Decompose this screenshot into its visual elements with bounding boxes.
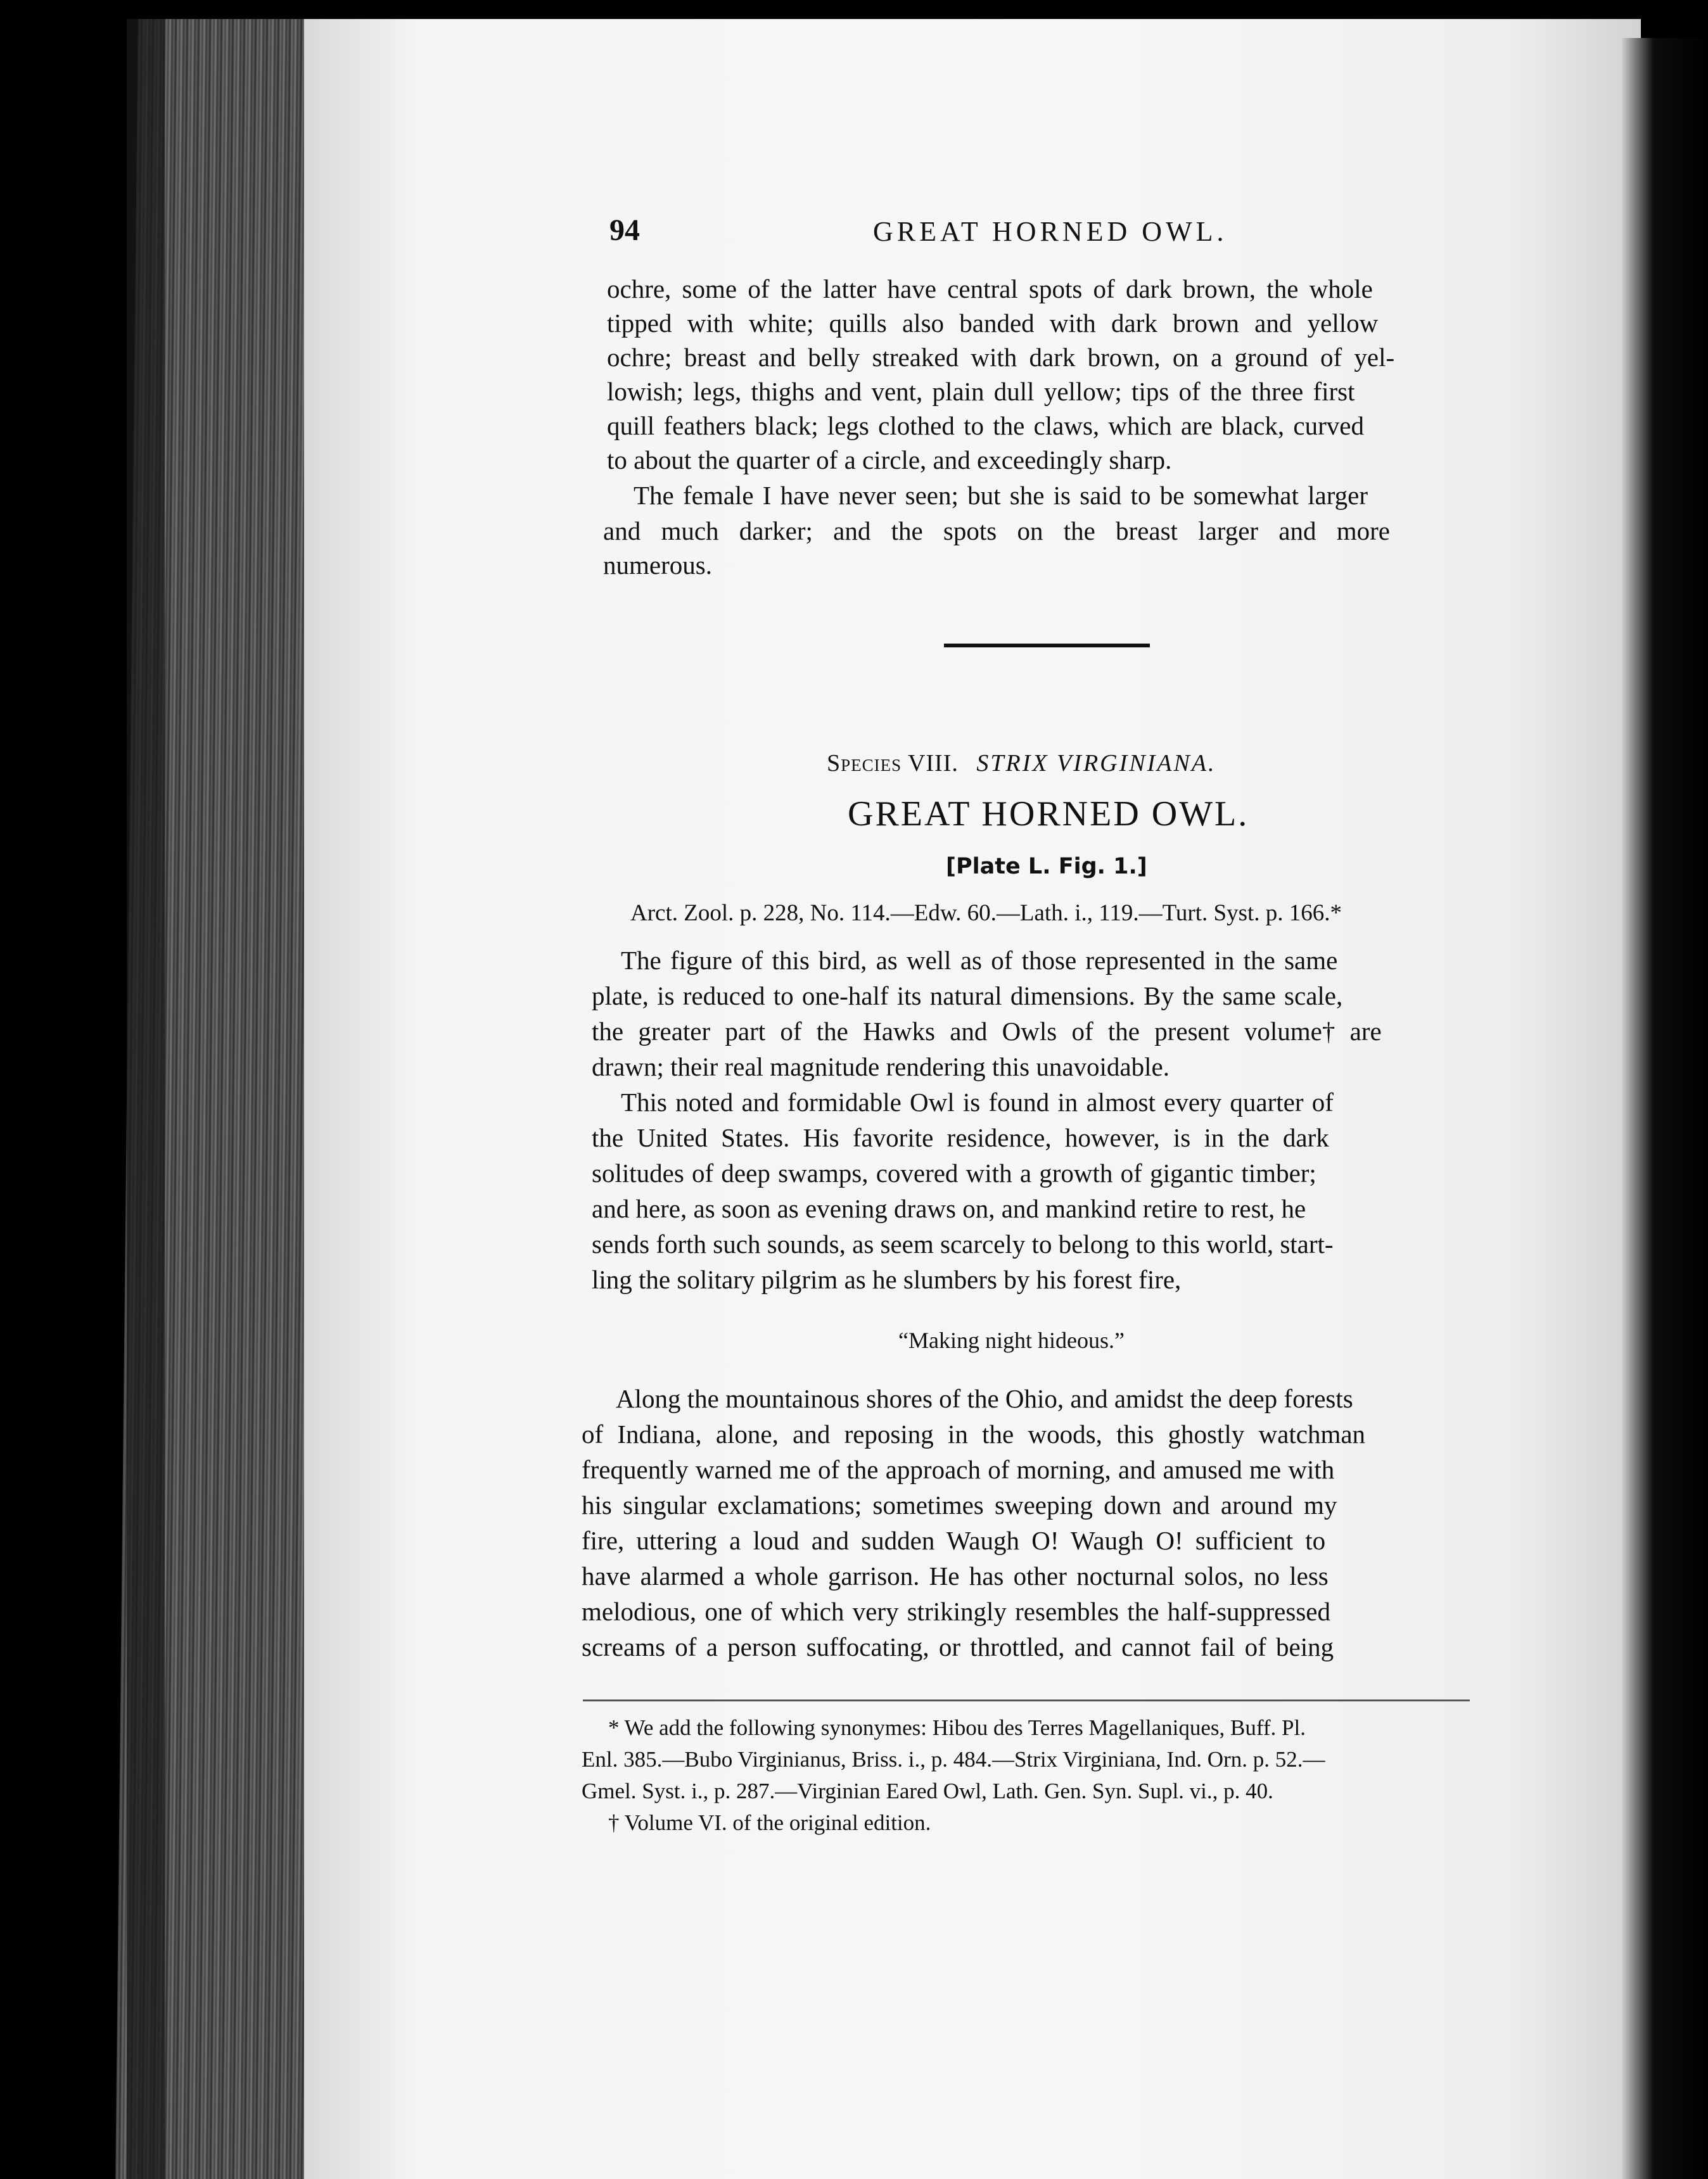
text-line: and here, as soon as evening draws on, and mankind retire to rest, he bbox=[592, 1194, 1306, 1223]
text-line: to about the quarter of a circle, and exceedingly sharp. bbox=[607, 445, 1172, 474]
plate-reference: [Plate L. Fig. 1.] bbox=[946, 854, 1147, 879]
species-title: GREAT HORNED OWL. bbox=[848, 794, 1249, 834]
text-line: the United States. His favorite residence, however, is in the dark bbox=[592, 1123, 1329, 1152]
running-head: GREAT HORNED OWL. bbox=[873, 216, 1228, 247]
species-latin-name: STRIX VIRGINIANA. bbox=[976, 750, 1216, 777]
text-line: fire, uttering a loud and sudden Waugh O! Waugh O! sufficient to bbox=[582, 1526, 1326, 1555]
text-line: numerous. bbox=[603, 550, 712, 580]
text-line: melodious, one of which very strikingly resembles the half-suppressed bbox=[582, 1597, 1330, 1626]
text-line: plate, is reduced to one-half its natural dimensions. By the same scale, bbox=[592, 981, 1343, 1010]
text-line: Along the mountainous shores of the Ohio, and amidst the deep forests bbox=[616, 1384, 1353, 1413]
block-quote: “Making night hideous.” bbox=[898, 1328, 1125, 1353]
text-line: ling the solitary pilgrim as he slumbers by his forest fire, bbox=[592, 1265, 1182, 1294]
footnote-rule bbox=[583, 1699, 1470, 1701]
text-line: sends forth such sounds, as seem scarcely to belong to this world, start- bbox=[592, 1229, 1334, 1259]
text-line: screams of a person suffocating, or throttled, and cannot fail of being bbox=[582, 1632, 1334, 1661]
text-line: and much darker; and the spots on the breast larger and more bbox=[603, 516, 1390, 545]
text-line: ochre; breast and belly streaked with dark brown, on a ground of yel- bbox=[607, 343, 1395, 372]
text-line: frequently warned me of the approach of morning, and amused me with bbox=[582, 1455, 1335, 1484]
species-label: Species VIII. bbox=[827, 750, 959, 777]
text-line: of Indiana, alone, and reposing in the woods, this ghostly watchman bbox=[582, 1420, 1366, 1449]
text-line: The female I have never seen; but she is said to be somewhat larger bbox=[634, 481, 1368, 510]
section-divider bbox=[944, 644, 1150, 647]
text-line: lowish; legs, thighs and vent, plain dull yellow; tips of the three first bbox=[607, 377, 1355, 406]
footnote-line: † Volume VI. of the original edition. bbox=[608, 1810, 931, 1835]
text-line: his singular exclamations; sometimes sweeping down and around my bbox=[582, 1490, 1337, 1520]
text-line: drawn; their real magnitude rendering this unavoidable. bbox=[592, 1052, 1169, 1081]
footnote-line: Enl. 385.—Bubo Virginianus, Briss. i., p. 484.—Strix Virginiana, Ind. Orn. p. 52.— bbox=[582, 1747, 1325, 1772]
text-line: This noted and formidable Owl is found in almost every quarter of bbox=[621, 1088, 1334, 1117]
text-line: have alarmed a whole garrison. He has other nocturnal solos, no less bbox=[582, 1561, 1329, 1591]
species-heading bbox=[827, 749, 1216, 777]
synonymy-line: Arct. Zool. p. 228, No. 114.—Edw. 60.—Lath. i., 119.—Turt. Syst. p. 166.* bbox=[630, 900, 1342, 926]
footnote-line: Gmel. Syst. i., p. 287.—Virginian Eared Owl, Lath. Gen. Syn. Supl. vi., p. 40. bbox=[582, 1779, 1273, 1803]
text-line: ochre, some of the latter have central spots of dark brown, the whole bbox=[607, 274, 1373, 303]
text-line: solitudes of deep swamps, covered with a growth of gigantic timber; bbox=[592, 1159, 1316, 1188]
footnote-line: * We add the following synonymes: Hibou des Terres Magellaniques, Buff. Pl. bbox=[608, 1715, 1306, 1740]
text-line: quill feathers black; legs clothed to the claws, which are black, curved bbox=[607, 411, 1364, 440]
text-line: The figure of this bird, as well as of those represented in the same bbox=[621, 946, 1338, 975]
text-line: tipped with white; quills also banded with dark brown and yellow bbox=[607, 308, 1379, 338]
text-line: the greater part of the Hawks and Owls of the present volume† are bbox=[592, 1017, 1382, 1046]
page-number: 94 bbox=[609, 213, 640, 247]
